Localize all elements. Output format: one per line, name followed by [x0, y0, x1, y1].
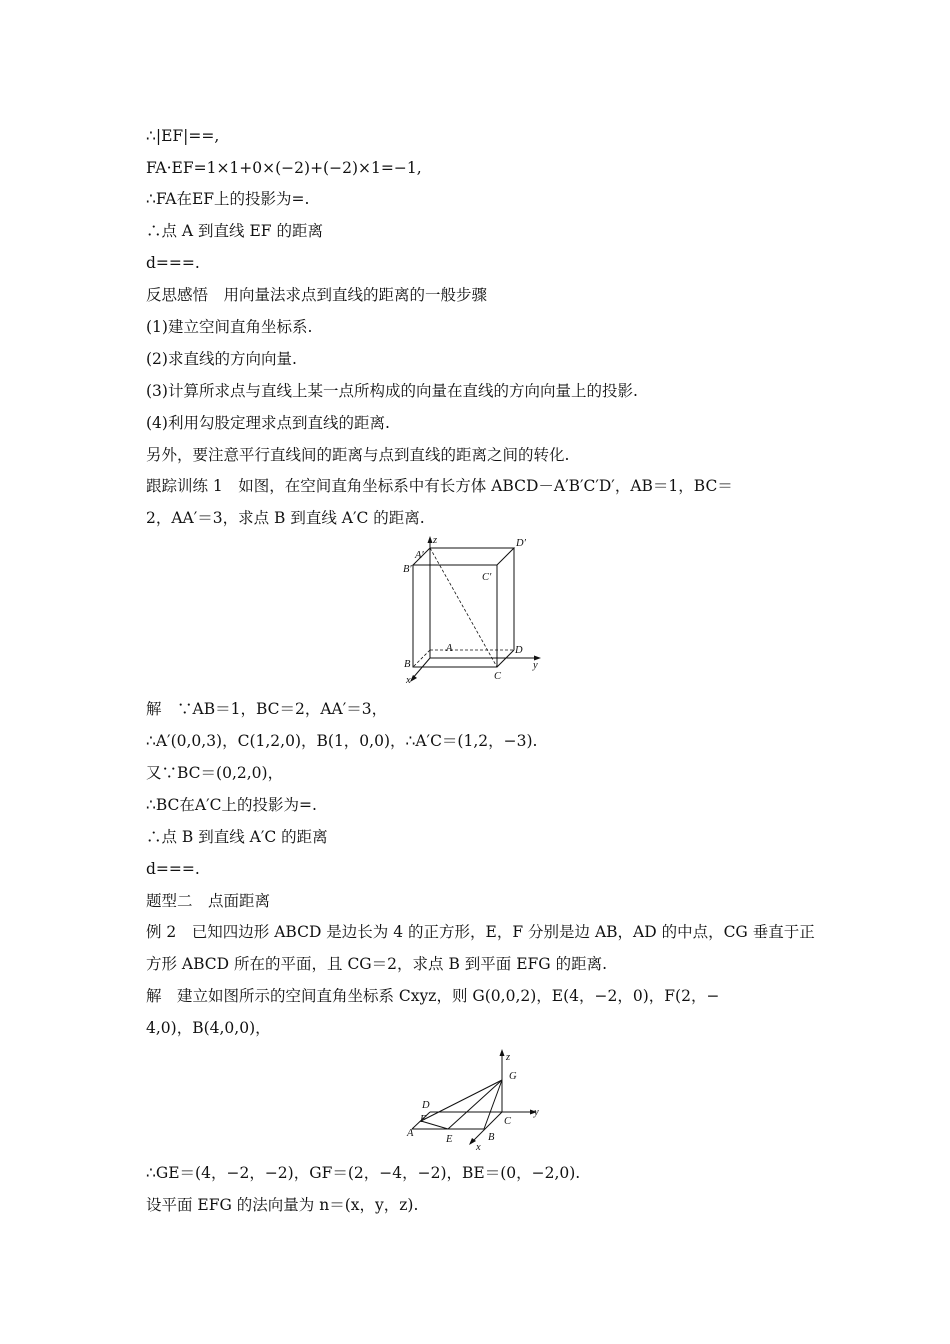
text-line-5: d===.	[146, 254, 200, 272]
label-g: G	[509, 1071, 517, 1082]
reflection-heading: 反思感悟 用向量法求点到直线的距离的一般步骤	[146, 286, 488, 304]
solution-1-line-3: 又∵BC＝(0,2,0)，	[146, 764, 284, 782]
step-4: (4)利用勾股定理求点到直线的距离.	[146, 414, 390, 432]
label-d1: D′	[516, 538, 526, 549]
square-pyramid-figure	[398, 1046, 548, 1158]
label-a1: A′	[415, 550, 424, 561]
label-c: C	[504, 1116, 512, 1127]
text-line-note: 另外，要注意平行直线间的距离与点到直线的距离之间的转化.	[146, 446, 570, 464]
solution-1-line-2: ∴A′(0,0,3)，C(1,2,0)，B(1，0,0)，∴A′C＝(1,2，−3).	[146, 732, 538, 750]
label-y: y	[533, 660, 538, 671]
solution-2-line-2: 4,0)，B(4,0,0)，	[146, 1019, 271, 1037]
label-f: F	[420, 1114, 427, 1125]
label-a: A	[446, 643, 453, 654]
label-z: z	[506, 1052, 511, 1063]
step-1: (1)建立空间直角坐标系.	[146, 318, 313, 336]
exercise-1-line-2: 2，AA′＝3，求点 B 到直线 A′C 的距离.	[146, 509, 425, 527]
label-d: D	[422, 1100, 430, 1111]
solution-1-line-4: ∴BC在A′C上的投影为=.	[146, 796, 317, 814]
text-line-3: ∴FA在EF上的投影为=.	[146, 190, 310, 208]
exercise-1-line-1: 跟踪训练 1 如图，在空间直角坐标系中有长方体 ABCD－A′B′C′D′，AB＝1，BC＝	[146, 477, 733, 495]
label-b: B	[404, 659, 411, 670]
label-c: C	[494, 671, 502, 682]
example-2-line-2: 方形 ABCD 所在的平面，且 CG＝2，求点 B 到平面 EFG 的距离.	[146, 955, 608, 973]
label-x: x	[406, 675, 411, 686]
solution-1-line-6: d===.	[146, 860, 200, 878]
solution-1-line-5: ∴点 B 到直线 A′C 的距离	[146, 828, 328, 846]
solution-2-line-4: 设平面 EFG 的法向量为 n＝(x，y，z).	[146, 1196, 419, 1214]
label-c1: C′	[482, 572, 492, 583]
label-y: y	[534, 1107, 539, 1118]
label-a: A	[407, 1128, 414, 1139]
cuboid-figure	[405, 534, 555, 686]
text-line-2: FA·EF=1×1+0×(−2)+(−2)×1=−1,	[146, 159, 422, 177]
text-line-1: ∴|EF|==,	[146, 127, 220, 145]
solution-2-line-3: ∴GE＝(4，−2，−2)，GF＝(2，−4，−2)，BE＝(0，−2,0).	[146, 1164, 581, 1182]
label-b1: B′	[403, 564, 412, 575]
label-x: x	[476, 1142, 481, 1153]
label-e: E	[446, 1134, 453, 1145]
section-heading: 题型二 点面距离	[146, 892, 271, 910]
step-3: (3)计算所求点与直线上某一点所构成的向量在直线的方向向量上的投影.	[146, 382, 638, 400]
solution-1-line-1: 解 ∵AB＝1，BC＝2，AA′＝3，	[146, 700, 388, 718]
label-d: D	[515, 645, 523, 656]
solution-2-line-1: 解 建立如图所示的空间直角坐标系 Cxyz，则 G(0,0,2)，E(4，−2，0)，F(2，−	[146, 987, 720, 1005]
text-line-4: ∴点 A 到直线 EF 的距离	[146, 222, 323, 240]
step-2: (2)求直线的方向向量.	[146, 350, 297, 368]
label-b: B	[488, 1132, 495, 1143]
label-z: z	[433, 535, 438, 546]
example-2-line-1: 例 2 已知四边形 ABCD 是边长为 4 的正方形，E，F 分别是边 AB，AD 的中点，CG 垂直于正	[146, 923, 815, 941]
